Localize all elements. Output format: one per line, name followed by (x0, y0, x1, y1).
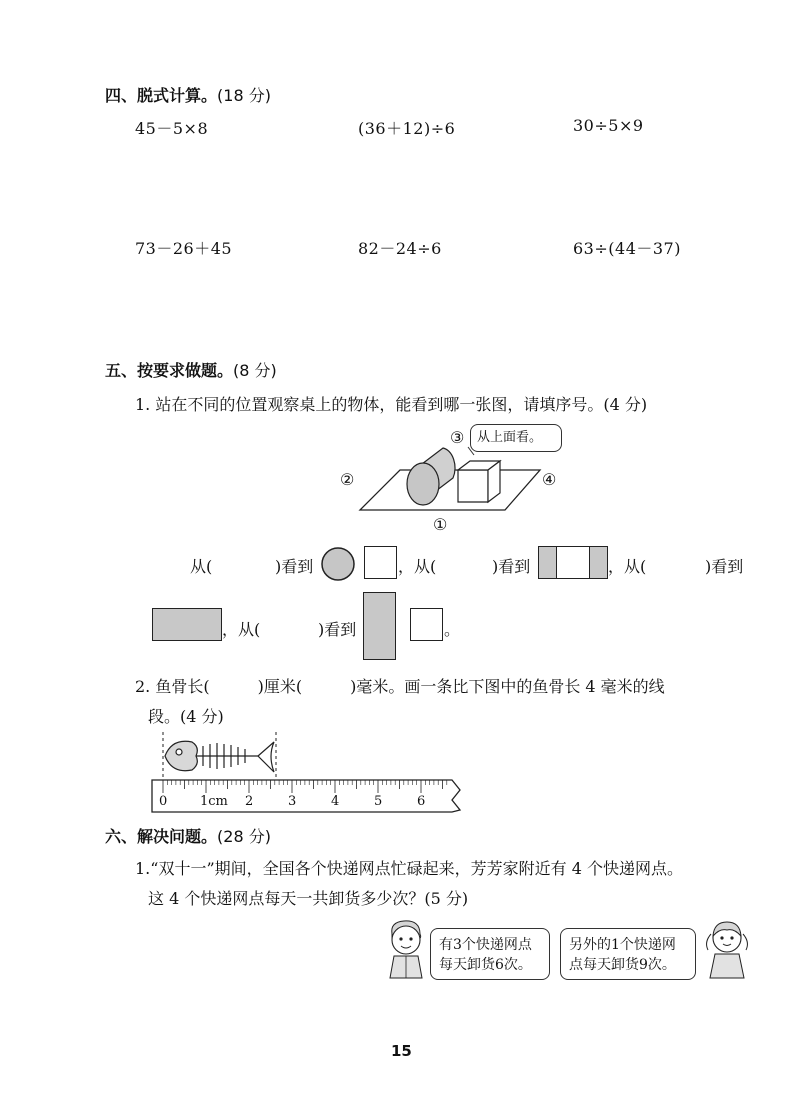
expression: 82－24÷6 (358, 239, 442, 258)
ruler-label: 5 (374, 794, 383, 809)
from-label: 从( (190, 557, 213, 576)
section6-heading: 六、解决问题。(28 分) (105, 827, 271, 846)
expression: (36＋12)÷6 (358, 119, 456, 138)
ruler-label: 0 (159, 794, 168, 809)
speech-bubble-left: 有3个快递网点每天卸货6次。 (430, 928, 550, 980)
question-6-1-line1: 1.“双十一”期间，全国各个快递网点忙碌起来，芳芳家附近有 4 个快递网点。 (135, 859, 683, 878)
expression: 63÷(44－37) (573, 239, 681, 258)
expression: 73－26＋45 (135, 239, 233, 258)
ruler-label: 1cm (200, 794, 228, 809)
question-5-1-text: 1. 站在不同的位置观察桌上的物体，能看到哪一张图，请填序号。(4 分) (135, 395, 648, 414)
ruler-label: 6 (417, 794, 426, 809)
ruler-label: 3 (288, 794, 297, 809)
period: 。 (444, 620, 461, 639)
from-label: ，从( (608, 557, 647, 576)
boy-character (378, 918, 438, 980)
expression: 45－5×8 (135, 119, 209, 138)
section4-heading: 四、脱式计算。(18 分) (105, 86, 271, 105)
ruler-label: 2 (245, 794, 254, 809)
speech-bubble-right: 另外的1个快递网点每天卸货9次。 (560, 928, 696, 980)
see-label: )看到 (492, 557, 531, 576)
see-label: )看到 (705, 557, 744, 576)
section4-score: (18 分) (217, 86, 271, 105)
from-label: ，从( (222, 620, 261, 639)
position-label-bottom: ① (433, 515, 448, 534)
question-6-1-line2: 这 4 个快递网点每天一共卸货多少次？(5 分) (148, 889, 469, 908)
question-5-2-line1: 2. 鱼骨长( )厘米( )毫米。画一条比下图中的鱼骨长 4 毫米的线 (135, 677, 665, 696)
see-label: )看到 (275, 557, 314, 576)
ruler (152, 780, 460, 812)
section6-score: (28 分) (217, 827, 271, 846)
section5-heading: 五、按要求做题。(8 分) (105, 361, 277, 380)
see-label: )看到 (318, 620, 357, 639)
section5-score: (8 分) (233, 361, 277, 380)
position-label-top: ③ (450, 428, 465, 447)
question-5-2-line2: 段。(4 分) (148, 707, 224, 726)
position-label-right: ④ (542, 470, 557, 489)
fish-bone-drawing (165, 741, 274, 772)
speech-bubble-top: 从上面看。 (470, 424, 562, 452)
girl-character (700, 914, 756, 980)
from-label: ，从( (398, 557, 437, 576)
page-number: 15 (391, 1042, 412, 1060)
position-label-left: ② (340, 470, 355, 489)
ruler-label: 4 (331, 794, 340, 809)
expression: 30÷5×9 (573, 116, 644, 135)
